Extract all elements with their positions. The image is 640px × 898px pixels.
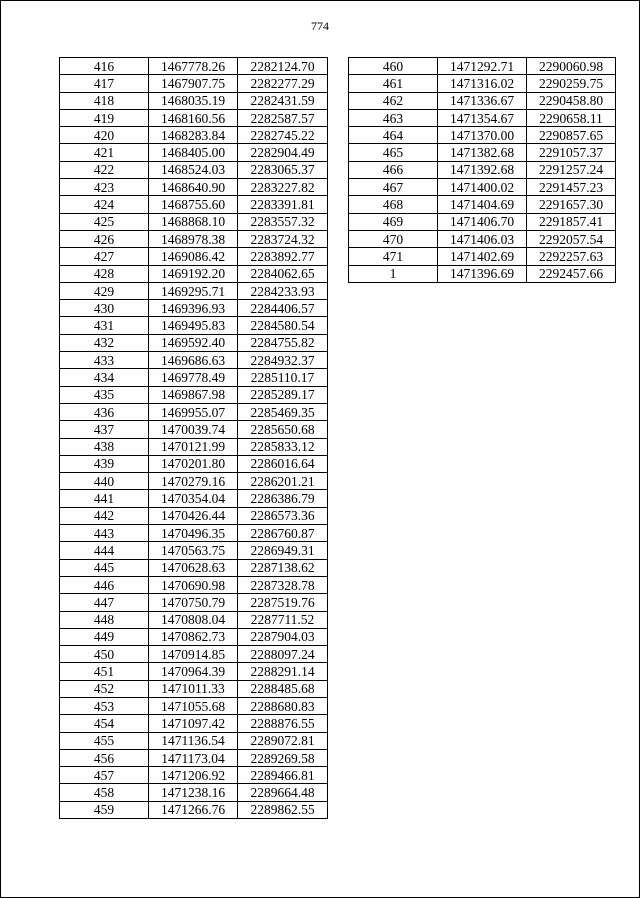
- x-coordinate-cell: 1470201.80: [149, 455, 238, 472]
- y-coordinate-cell: 2291857.41: [527, 213, 616, 230]
- point-number-cell: 419: [60, 109, 149, 126]
- table-row: [60, 92, 328, 109]
- point-number-cell: 416: [60, 58, 149, 75]
- table-row: [349, 196, 616, 213]
- table-row: [60, 507, 328, 524]
- table-row: [60, 646, 328, 663]
- point-number-cell: 466: [349, 161, 438, 178]
- y-coordinate-cell: 2282904.49: [238, 144, 328, 161]
- x-coordinate-cell: 1471266.76: [149, 801, 238, 818]
- table-row: [60, 248, 328, 265]
- x-coordinate-cell: 1471336.67: [438, 92, 527, 109]
- y-coordinate-cell: 2291057.37: [527, 144, 616, 161]
- point-number-cell: 460: [349, 58, 438, 75]
- y-coordinate-cell: 2290658.11: [527, 109, 616, 126]
- y-coordinate-cell: 2284932.37: [238, 352, 328, 369]
- y-coordinate-cell: 2287711.52: [238, 611, 328, 628]
- table-row: [60, 525, 328, 542]
- table-row: [60, 663, 328, 680]
- y-coordinate-cell: 2287138.62: [238, 559, 328, 576]
- x-coordinate-cell: 1471292.71: [438, 58, 527, 75]
- table-row: [60, 75, 328, 92]
- y-coordinate-cell: 2286760.87: [238, 525, 328, 542]
- table-row: [60, 196, 328, 213]
- table-row: [60, 438, 328, 455]
- table-row: [60, 715, 328, 732]
- point-number-cell: 436: [60, 403, 149, 420]
- y-coordinate-cell: 2284406.57: [238, 300, 328, 317]
- x-coordinate-cell: 1468640.90: [149, 179, 238, 196]
- point-number-cell: 420: [60, 127, 149, 144]
- y-coordinate-cell: 2291657.30: [527, 196, 616, 213]
- table-row: [60, 127, 328, 144]
- point-number-cell: 457: [60, 767, 149, 784]
- y-coordinate-cell: 2287519.76: [238, 594, 328, 611]
- point-number-cell: 464: [349, 127, 438, 144]
- point-number-cell: 443: [60, 525, 149, 542]
- table-row: [349, 58, 616, 75]
- x-coordinate-cell: 1470354.04: [149, 490, 238, 507]
- y-coordinate-cell: 2283227.82: [238, 179, 328, 196]
- y-coordinate-cell: 2284062.65: [238, 265, 328, 282]
- point-number-cell: 446: [60, 576, 149, 593]
- x-coordinate-cell: 1470121.99: [149, 438, 238, 455]
- point-number-cell: 442: [60, 507, 149, 524]
- x-coordinate-cell: 1471404.69: [438, 196, 527, 213]
- y-coordinate-cell: 2291257.24: [527, 161, 616, 178]
- x-coordinate-cell: 1471402.69: [438, 248, 527, 265]
- y-coordinate-cell: 2282431.59: [238, 92, 328, 109]
- x-coordinate-cell: 1471055.68: [149, 697, 238, 714]
- y-coordinate-cell: 2283892.77: [238, 248, 328, 265]
- table-row: [349, 213, 616, 230]
- y-coordinate-cell: 2289862.55: [238, 801, 328, 818]
- y-coordinate-cell: 2288097.24: [238, 646, 328, 663]
- y-coordinate-cell: 2285650.68: [238, 421, 328, 438]
- x-coordinate-cell: 1469686.63: [149, 352, 238, 369]
- point-number-cell: 434: [60, 369, 149, 386]
- coordinates-table-right: [348, 57, 616, 283]
- point-number-cell: 455: [60, 732, 149, 749]
- y-coordinate-cell: 2284580.54: [238, 317, 328, 334]
- x-coordinate-cell: 1469955.07: [149, 403, 238, 420]
- table-row: [60, 352, 328, 369]
- table-row: [60, 455, 328, 472]
- y-coordinate-cell: 2286949.31: [238, 542, 328, 559]
- table-row: [60, 680, 328, 697]
- x-coordinate-cell: 1471406.03: [438, 230, 527, 247]
- y-coordinate-cell: 2287904.03: [238, 628, 328, 645]
- x-coordinate-cell: 1470964.39: [149, 663, 238, 680]
- x-coordinate-cell: 1471400.02: [438, 179, 527, 196]
- table-row: [60, 230, 328, 247]
- y-coordinate-cell: 2282587.57: [238, 109, 328, 126]
- point-number-cell: 456: [60, 749, 149, 766]
- y-coordinate-cell: 2290060.98: [527, 58, 616, 75]
- table-row: [349, 144, 616, 161]
- point-number-cell: 431: [60, 317, 149, 334]
- y-coordinate-cell: 2289072.81: [238, 732, 328, 749]
- point-number-cell: 463: [349, 109, 438, 126]
- table-row: [60, 282, 328, 299]
- table-row: [60, 784, 328, 801]
- point-number-cell: 435: [60, 386, 149, 403]
- table-row: [60, 749, 328, 766]
- x-coordinate-cell: 1471316.02: [438, 75, 527, 92]
- x-coordinate-cell: 1471396.69: [438, 265, 527, 282]
- table-row: [60, 628, 328, 645]
- x-coordinate-cell: 1470690.98: [149, 576, 238, 593]
- x-coordinate-cell: 1470628.63: [149, 559, 238, 576]
- table-row: [60, 594, 328, 611]
- x-coordinate-cell: 1471173.04: [149, 749, 238, 766]
- point-number-cell: 438: [60, 438, 149, 455]
- y-coordinate-cell: 2285469.35: [238, 403, 328, 420]
- point-number-cell: 418: [60, 92, 149, 109]
- table-row: [60, 801, 328, 818]
- x-coordinate-cell: 1468524.03: [149, 161, 238, 178]
- point-number-cell: 445: [60, 559, 149, 576]
- table-row: [349, 248, 616, 265]
- table-row: [349, 179, 616, 196]
- y-coordinate-cell: 2289466.81: [238, 767, 328, 784]
- x-coordinate-cell: 1468283.84: [149, 127, 238, 144]
- y-coordinate-cell: 2288485.68: [238, 680, 328, 697]
- x-coordinate-cell: 1470496.35: [149, 525, 238, 542]
- point-number-cell: 449: [60, 628, 149, 645]
- table-row: [60, 179, 328, 196]
- point-number-cell: 469: [349, 213, 438, 230]
- point-number-cell: 448: [60, 611, 149, 628]
- x-coordinate-cell: 1470862.73: [149, 628, 238, 645]
- y-coordinate-cell: 2292457.66: [527, 265, 616, 282]
- y-coordinate-cell: 2288680.83: [238, 697, 328, 714]
- table-row: [60, 317, 328, 334]
- table-row: [349, 92, 616, 109]
- x-coordinate-cell: 1469592.40: [149, 334, 238, 351]
- point-number-cell: 453: [60, 697, 149, 714]
- point-number-cell: 439: [60, 455, 149, 472]
- table-row: [60, 576, 328, 593]
- y-coordinate-cell: 2287328.78: [238, 576, 328, 593]
- table-row: [60, 265, 328, 282]
- table-row: [60, 559, 328, 576]
- table-row: [349, 127, 616, 144]
- x-coordinate-cell: 1470914.85: [149, 646, 238, 663]
- point-number-cell: 441: [60, 490, 149, 507]
- table-row: [60, 386, 328, 403]
- table-row: [349, 75, 616, 92]
- point-number-cell: 447: [60, 594, 149, 611]
- x-coordinate-cell: 1471392.68: [438, 161, 527, 178]
- y-coordinate-cell: 2285110.17: [238, 369, 328, 386]
- x-coordinate-cell: 1468035.19: [149, 92, 238, 109]
- point-number-cell: 470: [349, 230, 438, 247]
- x-coordinate-cell: 1469495.83: [149, 317, 238, 334]
- point-number-cell: 468: [349, 196, 438, 213]
- x-coordinate-cell: 1470563.75: [149, 542, 238, 559]
- y-coordinate-cell: 2282745.22: [238, 127, 328, 144]
- y-coordinate-cell: 2286573.36: [238, 507, 328, 524]
- x-coordinate-cell: 1469778.49: [149, 369, 238, 386]
- point-number-cell: 430: [60, 300, 149, 317]
- point-number-cell: 437: [60, 421, 149, 438]
- table-row: [60, 421, 328, 438]
- x-coordinate-cell: 1470279.16: [149, 473, 238, 490]
- y-coordinate-cell: 2289664.48: [238, 784, 328, 801]
- x-coordinate-cell: 1471097.42: [149, 715, 238, 732]
- x-coordinate-cell: 1469867.98: [149, 386, 238, 403]
- point-number-cell: 440: [60, 473, 149, 490]
- point-number-cell: 459: [60, 801, 149, 818]
- coordinates-table-left: [59, 57, 328, 819]
- y-coordinate-cell: 2290458.80: [527, 92, 616, 109]
- y-coordinate-cell: 2290259.75: [527, 75, 616, 92]
- table-row: [60, 542, 328, 559]
- point-number-cell: 467: [349, 179, 438, 196]
- x-coordinate-cell: 1470808.04: [149, 611, 238, 628]
- x-coordinate-cell: 1471011.33: [149, 680, 238, 697]
- point-number-cell: 451: [60, 663, 149, 680]
- point-number-cell: 429: [60, 282, 149, 299]
- x-coordinate-cell: 1470750.79: [149, 594, 238, 611]
- y-coordinate-cell: 2286016.64: [238, 455, 328, 472]
- y-coordinate-cell: 2292257.63: [527, 248, 616, 265]
- x-coordinate-cell: 1468868.10: [149, 213, 238, 230]
- point-number-cell: 471: [349, 248, 438, 265]
- point-number-cell: 454: [60, 715, 149, 732]
- table-row: [349, 109, 616, 126]
- y-coordinate-cell: 2292057.54: [527, 230, 616, 247]
- point-number-cell: 423: [60, 179, 149, 196]
- x-coordinate-cell: 1471136.54: [149, 732, 238, 749]
- point-number-cell: 425: [60, 213, 149, 230]
- table-row: [60, 369, 328, 386]
- y-coordinate-cell: 2283391.81: [238, 196, 328, 213]
- table-row: [60, 403, 328, 420]
- table-row: [349, 161, 616, 178]
- point-number-cell: 462: [349, 92, 438, 109]
- x-coordinate-cell: 1471238.16: [149, 784, 238, 801]
- y-coordinate-cell: 2284233.93: [238, 282, 328, 299]
- point-number-cell: 433: [60, 352, 149, 369]
- point-number-cell: 432: [60, 334, 149, 351]
- y-coordinate-cell: 2282277.29: [238, 75, 328, 92]
- y-coordinate-cell: 2284755.82: [238, 334, 328, 351]
- point-number-cell: 461: [349, 75, 438, 92]
- x-coordinate-cell: 1469086.42: [149, 248, 238, 265]
- table-row: [60, 334, 328, 351]
- y-coordinate-cell: 2282124.70: [238, 58, 328, 75]
- y-coordinate-cell: 2290857.65: [527, 127, 616, 144]
- point-number-cell: 427: [60, 248, 149, 265]
- point-number-cell: 450: [60, 646, 149, 663]
- x-coordinate-cell: 1471206.92: [149, 767, 238, 784]
- table-row: [60, 490, 328, 507]
- table-row: [60, 144, 328, 161]
- point-number-cell: 465: [349, 144, 438, 161]
- point-number-cell: 428: [60, 265, 149, 282]
- table-row: [60, 58, 328, 75]
- y-coordinate-cell: 2289269.58: [238, 749, 328, 766]
- x-coordinate-cell: 1470039.74: [149, 421, 238, 438]
- y-coordinate-cell: 2283065.37: [238, 161, 328, 178]
- x-coordinate-cell: 1468978.38: [149, 230, 238, 247]
- y-coordinate-cell: 2283557.32: [238, 213, 328, 230]
- x-coordinate-cell: 1471354.67: [438, 109, 527, 126]
- x-coordinate-cell: 1468160.56: [149, 109, 238, 126]
- x-coordinate-cell: 1467778.26: [149, 58, 238, 75]
- table-row: [60, 213, 328, 230]
- point-number-cell: 452: [60, 680, 149, 697]
- x-coordinate-cell: 1469295.71: [149, 282, 238, 299]
- x-coordinate-cell: 1470426.44: [149, 507, 238, 524]
- table-row: [60, 161, 328, 178]
- table-row: [60, 767, 328, 784]
- x-coordinate-cell: 1471406.70: [438, 213, 527, 230]
- table-row: [60, 697, 328, 714]
- table-row: [60, 473, 328, 490]
- point-number-cell: 417: [60, 75, 149, 92]
- y-coordinate-cell: 2286386.79: [238, 490, 328, 507]
- table-row: [60, 109, 328, 126]
- x-coordinate-cell: 1469396.93: [149, 300, 238, 317]
- x-coordinate-cell: 1468755.60: [149, 196, 238, 213]
- y-coordinate-cell: 2288876.55: [238, 715, 328, 732]
- x-coordinate-cell: 1471370.00: [438, 127, 527, 144]
- point-number-cell: 424: [60, 196, 149, 213]
- table-row: [349, 265, 616, 282]
- table-row: [60, 732, 328, 749]
- table-row: [60, 300, 328, 317]
- x-coordinate-cell: 1468405.00: [149, 144, 238, 161]
- point-number-cell: 444: [60, 542, 149, 559]
- y-coordinate-cell: 2285289.17: [238, 386, 328, 403]
- point-number-cell: 426: [60, 230, 149, 247]
- page-number: 774: [311, 19, 329, 33]
- point-number-cell: 422: [60, 161, 149, 178]
- y-coordinate-cell: 2283724.32: [238, 230, 328, 247]
- table-row: [60, 611, 328, 628]
- y-coordinate-cell: 2285833.12: [238, 438, 328, 455]
- y-coordinate-cell: 2286201.21: [238, 473, 328, 490]
- x-coordinate-cell: 1471382.68: [438, 144, 527, 161]
- point-number-cell: 1: [349, 265, 438, 282]
- table-row: [349, 230, 616, 247]
- point-number-cell: 458: [60, 784, 149, 801]
- point-number-cell: 421: [60, 144, 149, 161]
- y-coordinate-cell: 2291457.23: [527, 179, 616, 196]
- x-coordinate-cell: 1467907.75: [149, 75, 238, 92]
- y-coordinate-cell: 2288291.14: [238, 663, 328, 680]
- x-coordinate-cell: 1469192.20: [149, 265, 238, 282]
